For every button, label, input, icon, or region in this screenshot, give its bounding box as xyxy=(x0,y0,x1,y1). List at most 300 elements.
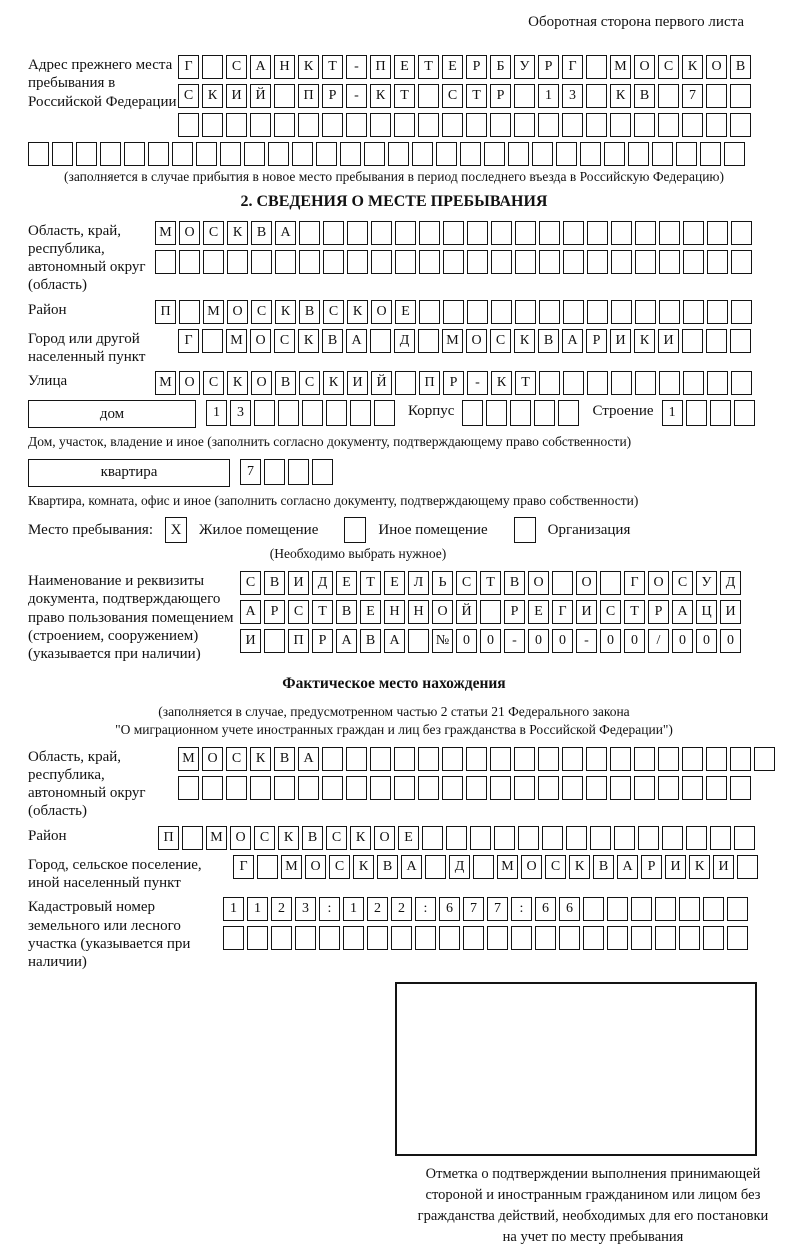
char-cell[interactable]: Е xyxy=(336,571,357,595)
char-cell[interactable] xyxy=(727,897,748,921)
char-cell[interactable] xyxy=(634,776,655,800)
char-cell[interactable] xyxy=(562,113,583,137)
char-cell[interactable] xyxy=(628,142,649,166)
char-cell[interactable]: С xyxy=(274,329,295,353)
char-cell[interactable] xyxy=(250,113,271,137)
char-cell[interactable] xyxy=(419,221,440,245)
char-cell[interactable] xyxy=(730,776,751,800)
char-cell[interactable] xyxy=(586,84,607,108)
char-cell[interactable]: К xyxy=(202,84,223,108)
char-cell[interactable] xyxy=(346,776,367,800)
char-cell[interactable]: О xyxy=(706,55,727,79)
char-cell[interactable] xyxy=(607,926,628,950)
char-cell[interactable] xyxy=(590,826,611,850)
char-cell[interactable] xyxy=(371,250,392,274)
char-cell[interactable] xyxy=(538,776,559,800)
char-cell[interactable] xyxy=(607,897,628,921)
char-cell[interactable]: К xyxy=(689,855,710,879)
char-cell[interactable] xyxy=(686,826,707,850)
char-cell[interactable] xyxy=(731,300,752,324)
char-cell[interactable]: А xyxy=(562,329,583,353)
char-cell[interactable]: П xyxy=(288,629,309,653)
char-cell[interactable]: Г xyxy=(562,55,583,79)
char-cell[interactable]: П xyxy=(370,55,391,79)
char-cell[interactable] xyxy=(586,55,607,79)
char-cell[interactable] xyxy=(587,371,608,395)
char-cell[interactable] xyxy=(486,400,507,426)
char-cell[interactable] xyxy=(124,142,145,166)
char-cell[interactable]: Г xyxy=(552,600,573,624)
char-cell[interactable]: - xyxy=(346,55,367,79)
char-cell[interactable] xyxy=(28,142,49,166)
char-cell[interactable]: К xyxy=(227,221,248,245)
char-cell[interactable] xyxy=(467,250,488,274)
char-cell[interactable]: Р xyxy=(641,855,662,879)
char-cell[interactable] xyxy=(511,926,532,950)
char-cell[interactable] xyxy=(535,926,556,950)
char-cell[interactable]: П xyxy=(298,84,319,108)
char-cell[interactable]: О xyxy=(227,300,248,324)
char-cell[interactable]: М xyxy=(206,826,227,850)
char-cell[interactable] xyxy=(443,300,464,324)
char-cell[interactable] xyxy=(707,250,728,274)
char-cell[interactable]: О xyxy=(648,571,669,595)
char-cell[interactable]: 7 xyxy=(463,897,484,921)
char-cell[interactable] xyxy=(388,142,409,166)
char-cell[interactable] xyxy=(322,113,343,137)
char-cell[interactable]: К xyxy=(514,329,535,353)
char-cell[interactable] xyxy=(274,776,295,800)
char-cell[interactable]: К xyxy=(569,855,590,879)
char-cell[interactable]: Т xyxy=(394,84,415,108)
char-cell[interactable] xyxy=(538,747,559,771)
char-cell[interactable]: С xyxy=(323,300,344,324)
char-cell[interactable] xyxy=(436,142,457,166)
char-cell[interactable]: Т xyxy=(312,600,333,624)
char-cell[interactable]: : xyxy=(319,897,340,921)
char-cell[interactable] xyxy=(226,776,247,800)
char-cell[interactable] xyxy=(514,84,535,108)
char-cell[interactable] xyxy=(730,113,751,137)
char-cell[interactable]: С xyxy=(545,855,566,879)
char-cell[interactable]: 0 xyxy=(624,629,645,653)
char-cell[interactable]: Д xyxy=(720,571,741,595)
char-cell[interactable]: Р xyxy=(322,84,343,108)
char-cell[interactable]: А xyxy=(401,855,422,879)
char-cell[interactable]: В xyxy=(336,600,357,624)
char-cell[interactable] xyxy=(394,747,415,771)
char-cell[interactable] xyxy=(679,897,700,921)
char-cell[interactable] xyxy=(706,329,727,353)
char-cell[interactable] xyxy=(583,897,604,921)
char-cell[interactable]: А xyxy=(298,747,319,771)
char-cell[interactable]: М xyxy=(281,855,302,879)
char-cell[interactable] xyxy=(686,400,707,426)
char-cell[interactable] xyxy=(466,113,487,137)
char-cell[interactable]: Т xyxy=(418,55,439,79)
char-cell[interactable]: 7 xyxy=(240,459,261,485)
char-cell[interactable] xyxy=(515,221,536,245)
char-cell[interactable]: С xyxy=(672,571,693,595)
char-cell[interactable] xyxy=(484,142,505,166)
char-cell[interactable] xyxy=(556,142,577,166)
char-cell[interactable] xyxy=(155,250,176,274)
char-cell[interactable]: О xyxy=(466,329,487,353)
char-cell[interactable]: С xyxy=(226,747,247,771)
char-cell[interactable]: О xyxy=(371,300,392,324)
char-cell[interactable] xyxy=(635,371,656,395)
char-cell[interactable]: 1 xyxy=(662,400,683,426)
char-cell[interactable] xyxy=(268,142,289,166)
char-cell[interactable] xyxy=(274,113,295,137)
char-cell[interactable]: И xyxy=(713,855,734,879)
char-cell[interactable] xyxy=(634,113,655,137)
char-cell[interactable] xyxy=(514,776,535,800)
char-cell[interactable] xyxy=(659,221,680,245)
char-cell[interactable]: В xyxy=(264,571,285,595)
char-cell[interactable]: С xyxy=(203,371,224,395)
char-cell[interactable] xyxy=(298,113,319,137)
char-cell[interactable]: Г xyxy=(178,329,199,353)
char-cell[interactable]: Р xyxy=(648,600,669,624)
char-cell[interactable] xyxy=(322,747,343,771)
char-cell[interactable]: К xyxy=(250,747,271,771)
char-cell[interactable]: 0 xyxy=(720,629,741,653)
char-cell[interactable]: Е xyxy=(360,600,381,624)
char-cell[interactable] xyxy=(631,926,652,950)
char-cell[interactable] xyxy=(298,776,319,800)
char-cell[interactable]: М xyxy=(610,55,631,79)
char-cell[interactable]: Г xyxy=(233,855,254,879)
char-cell[interactable]: И xyxy=(226,84,247,108)
char-cell[interactable] xyxy=(682,329,703,353)
char-cell[interactable] xyxy=(731,221,752,245)
char-cell[interactable]: И xyxy=(658,329,679,353)
char-cell[interactable] xyxy=(586,747,607,771)
char-cell[interactable] xyxy=(559,926,580,950)
char-cell[interactable] xyxy=(202,329,223,353)
char-cell[interactable] xyxy=(178,776,199,800)
char-cell[interactable]: Й xyxy=(250,84,271,108)
char-cell[interactable] xyxy=(295,926,316,950)
char-cell[interactable] xyxy=(563,300,584,324)
char-cell[interactable] xyxy=(394,113,415,137)
char-cell[interactable]: 6 xyxy=(439,897,460,921)
char-cell[interactable] xyxy=(419,300,440,324)
char-cell[interactable] xyxy=(631,897,652,921)
char-cell[interactable]: И xyxy=(576,600,597,624)
char-cell[interactable]: О xyxy=(179,221,200,245)
char-cell[interactable] xyxy=(727,926,748,950)
char-cell[interactable]: Т xyxy=(515,371,536,395)
char-cell[interactable] xyxy=(395,221,416,245)
char-cell[interactable] xyxy=(562,747,583,771)
char-cell[interactable] xyxy=(587,221,608,245)
char-cell[interactable] xyxy=(443,221,464,245)
char-cell[interactable]: О xyxy=(374,826,395,850)
char-cell[interactable]: С xyxy=(288,600,309,624)
char-cell[interactable] xyxy=(706,84,727,108)
char-cell[interactable] xyxy=(425,855,446,879)
char-cell[interactable] xyxy=(302,400,323,426)
char-cell[interactable] xyxy=(264,629,285,653)
char-cell[interactable] xyxy=(100,142,121,166)
char-cell[interactable]: П xyxy=(158,826,179,850)
char-cell[interactable] xyxy=(52,142,73,166)
char-cell[interactable]: К xyxy=(298,55,319,79)
char-cell[interactable]: В xyxy=(593,855,614,879)
char-cell[interactable]: К xyxy=(323,371,344,395)
char-cell[interactable] xyxy=(418,84,439,108)
char-cell[interactable]: А xyxy=(672,600,693,624)
char-cell[interactable]: И xyxy=(720,600,741,624)
char-cell[interactable]: Й xyxy=(456,600,477,624)
char-cell[interactable] xyxy=(587,250,608,274)
char-cell[interactable]: В xyxy=(538,329,559,353)
char-cell[interactable]: 3 xyxy=(230,400,251,426)
char-cell[interactable]: О xyxy=(251,371,272,395)
char-cell[interactable]: М xyxy=(203,300,224,324)
char-cell[interactable]: Г xyxy=(178,55,199,79)
char-cell[interactable] xyxy=(703,897,724,921)
char-cell[interactable] xyxy=(558,400,579,426)
char-cell[interactable] xyxy=(490,113,511,137)
char-cell[interactable]: 0 xyxy=(696,629,717,653)
char-cell[interactable]: - xyxy=(346,84,367,108)
char-cell[interactable] xyxy=(251,250,272,274)
char-cell[interactable] xyxy=(418,776,439,800)
char-cell[interactable] xyxy=(658,113,679,137)
char-cell[interactable]: В xyxy=(302,826,323,850)
char-cell[interactable] xyxy=(494,826,515,850)
char-cell[interactable] xyxy=(610,113,631,137)
char-cell[interactable]: У xyxy=(514,55,535,79)
char-cell[interactable]: С xyxy=(326,826,347,850)
char-cell[interactable]: О xyxy=(202,747,223,771)
char-cell[interactable] xyxy=(683,371,704,395)
char-cell[interactable]: В xyxy=(251,221,272,245)
char-cell[interactable] xyxy=(730,329,751,353)
char-cell[interactable] xyxy=(292,142,313,166)
char-cell[interactable]: Р xyxy=(466,55,487,79)
char-cell[interactable] xyxy=(395,371,416,395)
char-cell[interactable] xyxy=(323,250,344,274)
char-cell[interactable] xyxy=(676,142,697,166)
char-cell[interactable] xyxy=(683,250,704,274)
char-cell[interactable]: М xyxy=(155,371,176,395)
char-cell[interactable]: 3 xyxy=(562,84,583,108)
char-cell[interactable]: К xyxy=(370,84,391,108)
char-cell[interactable] xyxy=(730,84,751,108)
char-cell[interactable] xyxy=(391,926,412,950)
char-cell[interactable] xyxy=(563,250,584,274)
char-cell[interactable] xyxy=(563,221,584,245)
char-cell[interactable]: О xyxy=(634,55,655,79)
char-cell[interactable] xyxy=(367,926,388,950)
char-cell[interactable]: О xyxy=(179,371,200,395)
char-cell[interactable] xyxy=(264,459,285,485)
char-cell[interactable]: 1 xyxy=(343,897,364,921)
char-cell[interactable] xyxy=(552,571,573,595)
char-cell[interactable]: Ц xyxy=(696,600,717,624)
char-cell[interactable] xyxy=(566,826,587,850)
char-cell[interactable]: Р xyxy=(586,329,607,353)
char-cell[interactable] xyxy=(611,250,632,274)
char-cell[interactable]: К xyxy=(298,329,319,353)
char-cell[interactable] xyxy=(370,329,391,353)
char-cell[interactable]: К xyxy=(610,84,631,108)
char-cell[interactable] xyxy=(462,400,483,426)
char-cell[interactable] xyxy=(563,371,584,395)
char-cell[interactable]: В xyxy=(360,629,381,653)
char-cell[interactable] xyxy=(226,113,247,137)
char-cell[interactable] xyxy=(322,776,343,800)
char-cell[interactable]: 0 xyxy=(672,629,693,653)
char-cell[interactable]: Р xyxy=(312,629,333,653)
char-cell[interactable] xyxy=(539,250,560,274)
char-cell[interactable]: К xyxy=(353,855,374,879)
char-cell[interactable] xyxy=(346,113,367,137)
char-cell[interactable] xyxy=(683,300,704,324)
char-cell[interactable]: Н xyxy=(384,600,405,624)
char-cell[interactable] xyxy=(515,250,536,274)
char-cell[interactable] xyxy=(347,221,368,245)
char-cell[interactable] xyxy=(347,250,368,274)
char-cell[interactable] xyxy=(271,926,292,950)
char-cell[interactable] xyxy=(734,826,755,850)
char-cell[interactable] xyxy=(299,250,320,274)
char-cell[interactable] xyxy=(418,747,439,771)
char-cell[interactable] xyxy=(415,926,436,950)
char-cell[interactable] xyxy=(634,747,655,771)
char-cell[interactable] xyxy=(220,142,241,166)
char-cell[interactable] xyxy=(635,221,656,245)
char-cell[interactable] xyxy=(580,142,601,166)
char-cell[interactable] xyxy=(635,300,656,324)
char-cell[interactable] xyxy=(473,855,494,879)
char-cell[interactable] xyxy=(350,400,371,426)
char-cell[interactable]: 2 xyxy=(271,897,292,921)
char-cell[interactable] xyxy=(662,826,683,850)
char-cell[interactable] xyxy=(466,747,487,771)
char-cell[interactable] xyxy=(202,55,223,79)
char-cell[interactable] xyxy=(659,371,680,395)
char-cell[interactable] xyxy=(706,113,727,137)
char-cell[interactable] xyxy=(538,113,559,137)
char-cell[interactable]: 0 xyxy=(528,629,549,653)
char-cell[interactable] xyxy=(679,926,700,950)
char-cell[interactable]: Г xyxy=(624,571,645,595)
char-cell[interactable] xyxy=(730,747,751,771)
char-cell[interactable]: Р xyxy=(490,84,511,108)
char-cell[interactable] xyxy=(412,142,433,166)
char-cell[interactable]: С xyxy=(251,300,272,324)
char-cell[interactable] xyxy=(542,826,563,850)
char-cell[interactable]: У xyxy=(696,571,717,595)
char-cell[interactable] xyxy=(370,113,391,137)
char-cell[interactable] xyxy=(638,826,659,850)
char-cell[interactable]: В xyxy=(299,300,320,324)
char-cell[interactable]: Т xyxy=(480,571,501,595)
char-cell[interactable] xyxy=(419,250,440,274)
char-cell[interactable] xyxy=(467,221,488,245)
char-cell[interactable]: 0 xyxy=(480,629,501,653)
char-cell[interactable]: / xyxy=(648,629,669,653)
char-cell[interactable] xyxy=(710,826,731,850)
char-cell[interactable] xyxy=(442,113,463,137)
char-cell[interactable] xyxy=(278,400,299,426)
char-cell[interactable] xyxy=(182,826,203,850)
char-cell[interactable]: 6 xyxy=(559,897,580,921)
char-cell[interactable]: О xyxy=(305,855,326,879)
char-cell[interactable] xyxy=(508,142,529,166)
char-cell[interactable]: В xyxy=(730,55,751,79)
char-cell[interactable]: - xyxy=(576,629,597,653)
char-cell[interactable]: С xyxy=(299,371,320,395)
char-cell[interactable] xyxy=(326,400,347,426)
char-cell[interactable] xyxy=(480,600,501,624)
char-cell[interactable] xyxy=(443,250,464,274)
char-cell[interactable]: О xyxy=(521,855,542,879)
char-cell[interactable]: 2 xyxy=(391,897,412,921)
char-cell[interactable] xyxy=(202,776,223,800)
char-cell[interactable] xyxy=(683,221,704,245)
char-cell[interactable]: А xyxy=(275,221,296,245)
char-cell[interactable]: С xyxy=(490,329,511,353)
char-cell[interactable]: 3 xyxy=(295,897,316,921)
char-cell[interactable]: Л xyxy=(408,571,429,595)
char-cell[interactable] xyxy=(422,826,443,850)
char-cell[interactable]: К xyxy=(227,371,248,395)
char-cell[interactable] xyxy=(658,747,679,771)
char-cell[interactable] xyxy=(707,221,728,245)
char-cell[interactable] xyxy=(179,300,200,324)
char-cell[interactable]: Р xyxy=(264,600,285,624)
char-cell[interactable] xyxy=(724,142,745,166)
char-cell[interactable] xyxy=(178,113,199,137)
char-cell[interactable]: К xyxy=(682,55,703,79)
char-cell[interactable] xyxy=(635,250,656,274)
char-cell[interactable] xyxy=(539,221,560,245)
char-cell[interactable]: С xyxy=(442,84,463,108)
char-cell[interactable] xyxy=(534,400,555,426)
char-cell[interactable]: П xyxy=(419,371,440,395)
char-cell[interactable] xyxy=(700,142,721,166)
char-cell[interactable] xyxy=(490,747,511,771)
char-cell[interactable]: № xyxy=(432,629,453,653)
char-cell[interactable] xyxy=(737,855,758,879)
char-cell[interactable]: Р xyxy=(443,371,464,395)
char-cell[interactable] xyxy=(610,747,631,771)
char-cell[interactable] xyxy=(658,776,679,800)
char-cell[interactable]: Р xyxy=(538,55,559,79)
char-cell[interactable] xyxy=(76,142,97,166)
char-cell[interactable]: С xyxy=(329,855,350,879)
char-cell[interactable]: В xyxy=(275,371,296,395)
char-cell[interactable]: С xyxy=(600,600,621,624)
char-cell[interactable]: 7 xyxy=(682,84,703,108)
char-cell[interactable] xyxy=(491,250,512,274)
char-cell[interactable] xyxy=(466,776,487,800)
char-cell[interactable] xyxy=(244,142,265,166)
char-cell[interactable] xyxy=(467,300,488,324)
char-cell[interactable] xyxy=(247,926,268,950)
char-cell[interactable] xyxy=(370,776,391,800)
char-cell[interactable]: И xyxy=(240,629,261,653)
char-cell[interactable] xyxy=(442,776,463,800)
char-cell[interactable]: Т xyxy=(322,55,343,79)
char-cell[interactable]: А xyxy=(240,600,261,624)
